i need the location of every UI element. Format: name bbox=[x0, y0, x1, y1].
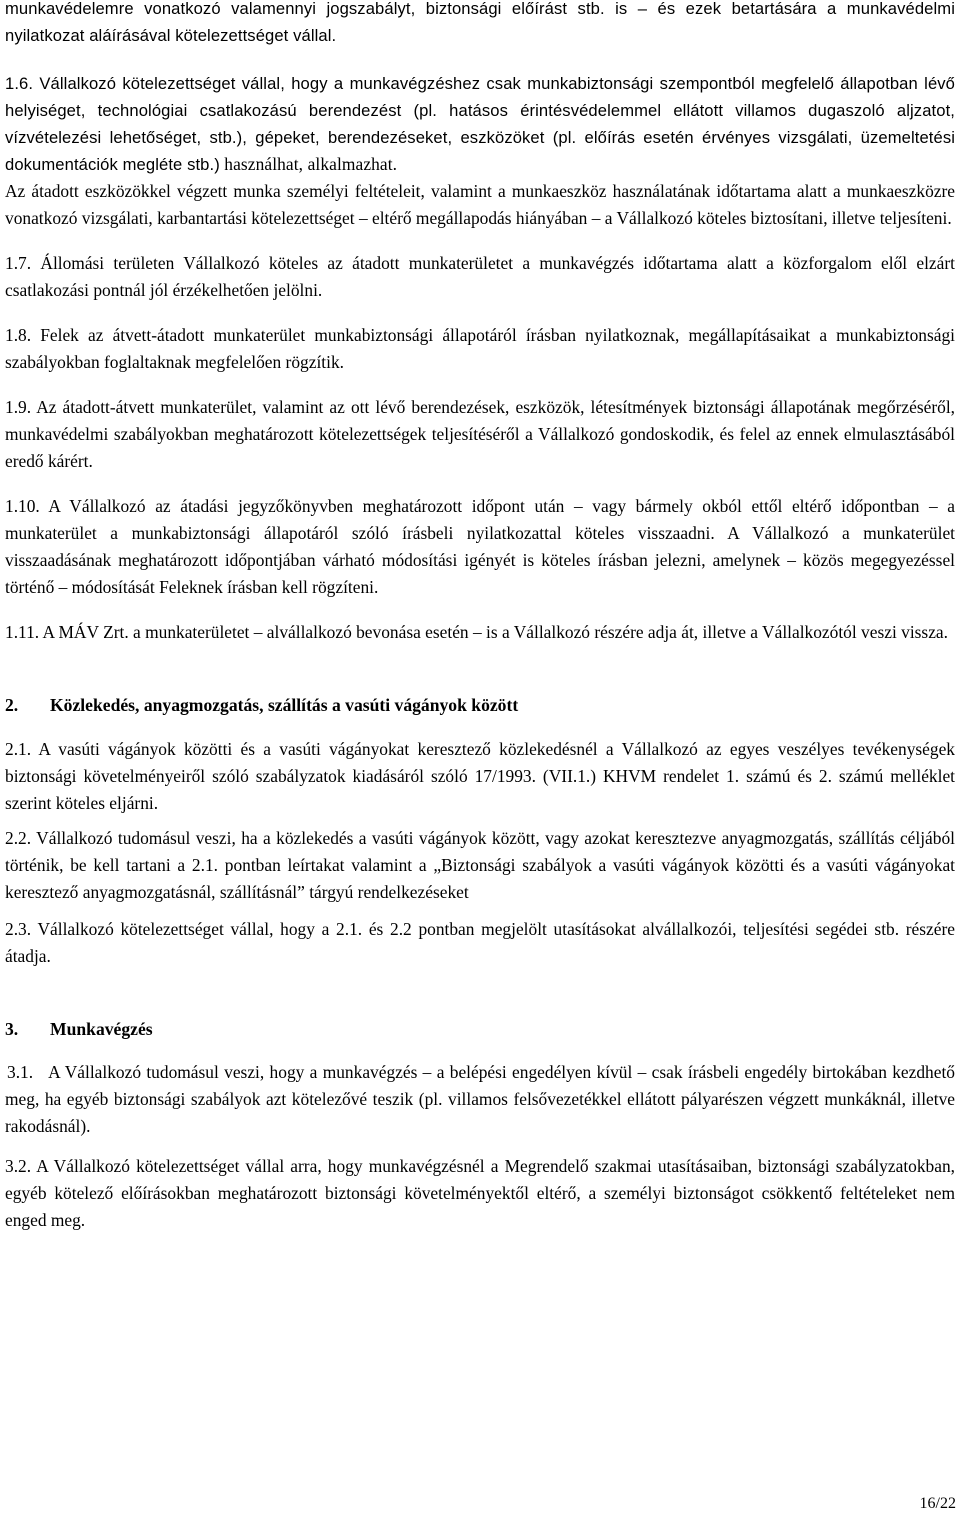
section-title: Közlekedés, anyagmozgatás, szállítás a vasúti vágányok között bbox=[50, 695, 519, 715]
paragraph-1-10: 1.10. A Vállalkozó az átadási jegyzőkönyvben meghatározott időpont után – vagy bármely okból ettől eltérő időpontban – a munkaterület a munkabiztonsági állapotáról szóló írásbeli nyilatkozattal köteles visszaadni. A Vállalkozó a munkaterület visszaadásának meghatározott időpontjában várható módosítási igényét is köteles írásban jelezni, amelynek – közös megegyezéssel történő – módosítását Feleknek írásban kell rögzíteni. bbox=[5, 496, 955, 597]
paragraph-2-3: 2.3. Vállalkozó kötelezettséget vállal, hogy a 2.1. és 2.2 pontban megjelölt utasításokat alvállalkozói, teljesítési segédei stb. részére átadja. bbox=[5, 919, 955, 966]
paragraph-2-2: 2.2. Vállalkozó tudomásul veszi, ha a közlekedés a vasúti vágányok között, vagy azokat keresztezve anyagmozgatás, szállítás céljából történik, be kell tartani a 2.1. pontban leírtakat valamint a „Biztonsági szabályok a vasúti vágányok közötti és a vasúti vágányokat keresztező anyagmozgatásnál, szállításnál” tárgyú rendelkezéseket bbox=[5, 828, 955, 902]
intro-paragraph: munkavédelemre vonatkozó valamennyi jogszabályt, biztonsági előírást stb. is – és ezek betartására a munkavédelmi nyilatkozat aláírásával kötelezettséget vállal. bbox=[5, 0, 955, 45]
paragraph-2-1: 2.1. A vasúti vágányok közötti és a vasúti vágányokat keresztező közlekedésnél a Vállalkozó az egyes veszélyes tevékenységek biztonsági követelményeiről szóló szabályzatok kiadásáról szóló 17/1993. (VII.1.) KHVM rendelet 1. számú és 2. számú melléklet szerint köteles eljárni. bbox=[5, 739, 955, 813]
page-number: 16/22 bbox=[919, 1495, 956, 1512]
section-number: 3. bbox=[5, 1019, 19, 1039]
section-heading-2 bbox=[5, 692, 955, 719]
paragraph-1-11: 1.11. A MÁV Zrt. a munkaterületet – alvállalkozó bevonása esetén – is a Vállalkozó részére adja át, illetve a Vállalkozótól veszi vissza. bbox=[5, 622, 948, 642]
section-number: 2. bbox=[5, 695, 19, 715]
paragraph-1-6-main: 1.6. Vállalkozó kötelezettséget vállal, hogy a munkavégzéshez csak munkabiztonsági szempontból megfelelő állapotban lévő helyiséget, technológiai csatlakozású berendezést (pl. hatásos érintésvédelemmel ellátott villamos dugaszoló aljzatot, vízvételezési lehetőséget, stb.), gépeket, berendezéseket, eszközöket (pl. előírás esetén érvényes vizsgálati, üzemeltetési dokumentációk megléte stb.) bbox=[5, 74, 955, 174]
paragraph-1-6 bbox=[5, 70, 955, 178]
paragraph-1-7: 1.7. Állomási területen Vállalkozó köteles az átadott munkaterületet a munkavégzés időtartama alatt a közforgalom elől elzárt csatlakozási pontnál jól érzékelhetően jelölni. bbox=[5, 253, 955, 300]
section-title: Munkavégzés bbox=[50, 1019, 153, 1039]
paragraph-3-2: 3.2. A Vállalkozó kötelezettséget vállal arra, hogy munkavégzésnél a Megrendelő szakmai utasításaiban, biztonsági szabályzatokban, egyéb kötelező előírásokban meghatározott biztonsági követelményektől eltérő, a személyi biztonságot csökkentő feltételeket nem enged meg. bbox=[5, 1156, 955, 1230]
paragraph-1-6-continued: Az átadott eszközökkel végzett munka személyi feltételeit, valamint a munkaeszköz használatának időtartama alatt a munkaeszközre vonatkozó vizsgálati, karbantartási kötelezettséget – eltérő megállapodás hiányában – a Vállalkozó köteles biztosítani, illetve teljesíteni. bbox=[5, 181, 955, 228]
paragraph-1-8: 1.8. Felek az átvett-átadott munkaterület munkabiztonsági állapotáról írásban nyilatkoznak, megállapításaikat a munkabiztonsági szabályokban foglaltaknak megfelelően rögzítik. bbox=[5, 325, 955, 372]
paragraph-3-1: 3.1. A Vállalkozó tudomásul veszi, hogy a munkavégzés – a belépési engedélyen kívül – csak írásbeli engedély birtokában kezdhető meg, ha egyéb biztonsági szabályok azt kötelezővé teszik (pl. villamos felsővezetékkel ellátott pályarészen végzett munkáknál, illetve rakodásnál). bbox=[5, 1062, 960, 1136]
section-heading-3 bbox=[5, 1016, 955, 1043]
paragraph-1-6-tail: használhat, alkalmazhat. bbox=[219, 154, 398, 174]
paragraph-1-9: 1.9. Az átadott-átvett munkaterület, valamint az ott lévő berendezések, eszközök, létesítmények biztonsági állapotának megőrzéséről, munkavédelmi szabályokban meghatározott kötelezettségek teljesítéséről a Vállalkozó gondoskodik, és felel az ennek elmulasztásából eredő kárért. bbox=[5, 397, 955, 471]
